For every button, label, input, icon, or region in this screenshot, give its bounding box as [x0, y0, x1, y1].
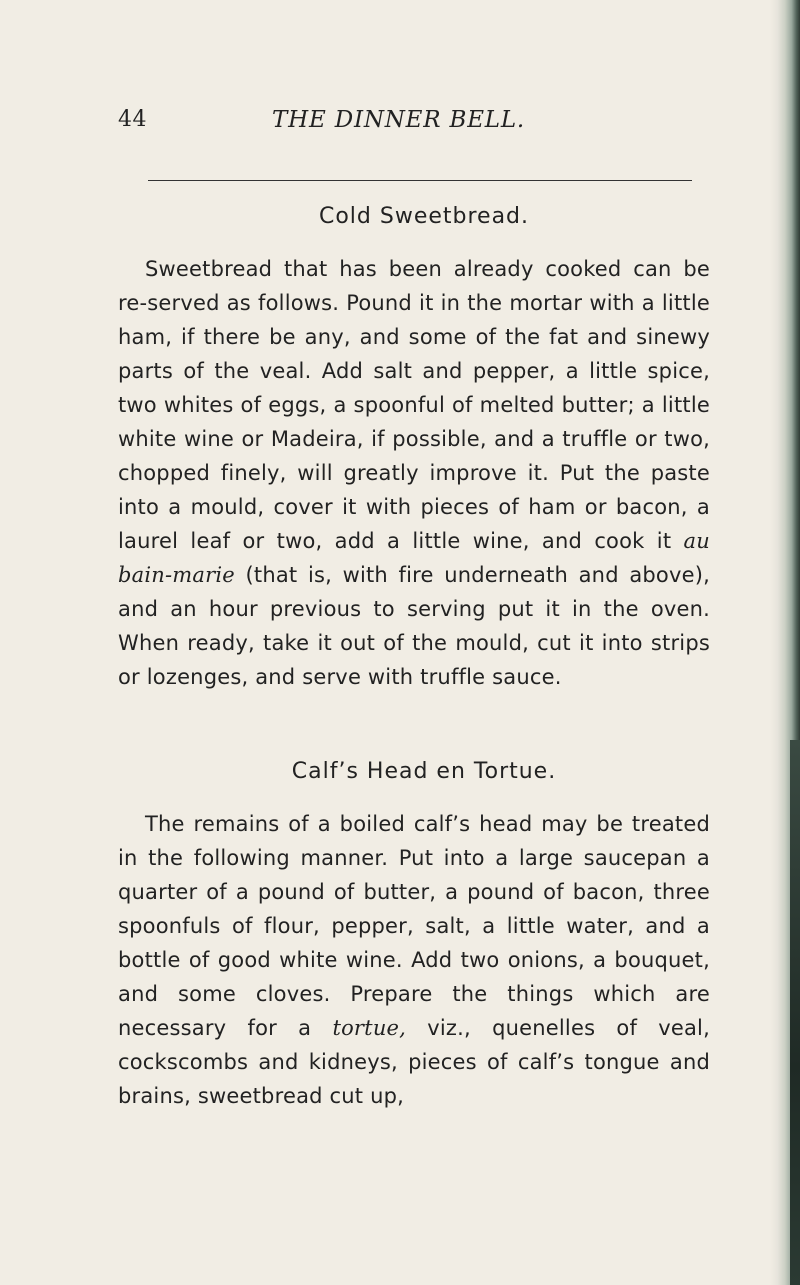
recipe-title: Cold Sweetbread. [318, 204, 530, 229]
recipe-italic-term: tortue, [332, 1016, 407, 1040]
recipe-body [118, 807, 710, 1113]
recipe-title: Calf’s Head en Tortue. [291, 759, 557, 784]
recipe-body [118, 252, 710, 694]
header-rule [148, 180, 692, 181]
recipe-text: The remains of a boiled calf’s head may be treated in the following manner. Put into a large saucepan a quarter of a pound of butter, a pound of bacon, three spoonfuls of flour, pepper, salt, a little water, and a bottle of good white wine. Add two onions, a bouquet, and some cloves. Prepare the things which are necessary for a [118, 812, 710, 1040]
running-title: THE DINNER BELL. [272, 107, 526, 133]
recipe-text: viz., quenelles of veal, cockscombs and kidneys, pieces of calf’s tongue and brains, sweetbread cut up, [118, 1016, 710, 1108]
page-edge-shadow [770, 0, 800, 1285]
recipe-cold-sweetbread [118, 203, 710, 694]
running-head [118, 107, 718, 141]
recipe-calfs-head-en-tortue [118, 758, 710, 1113]
recipe-italic-term: au bain-marie [118, 529, 710, 587]
recipe-text: Sweetbread that has been already cooked can be re-served as follows. Pound it in the mortar with a little ham, if there be any, and some of the fat and sinewy parts of the veal. Add salt and pepper, a little spice, two whites of eggs, a spoonful of melted butter; a little white wine or Madeira, if possible, and a truffle or two, chopped finely, will greatly improve it. Put the paste into a mould, cover it with pieces of ham or bacon, a laurel leaf or two, add a little wine, and cook it [118, 257, 710, 553]
recipe-text: (that is, with fire underneath and above), and an hour previous to serving put it in the oven. When ready, take it out of the mould, cut it into strips or lozenges, and serve with truffle sauce. [118, 563, 710, 689]
page-number: 44 [118, 107, 147, 132]
